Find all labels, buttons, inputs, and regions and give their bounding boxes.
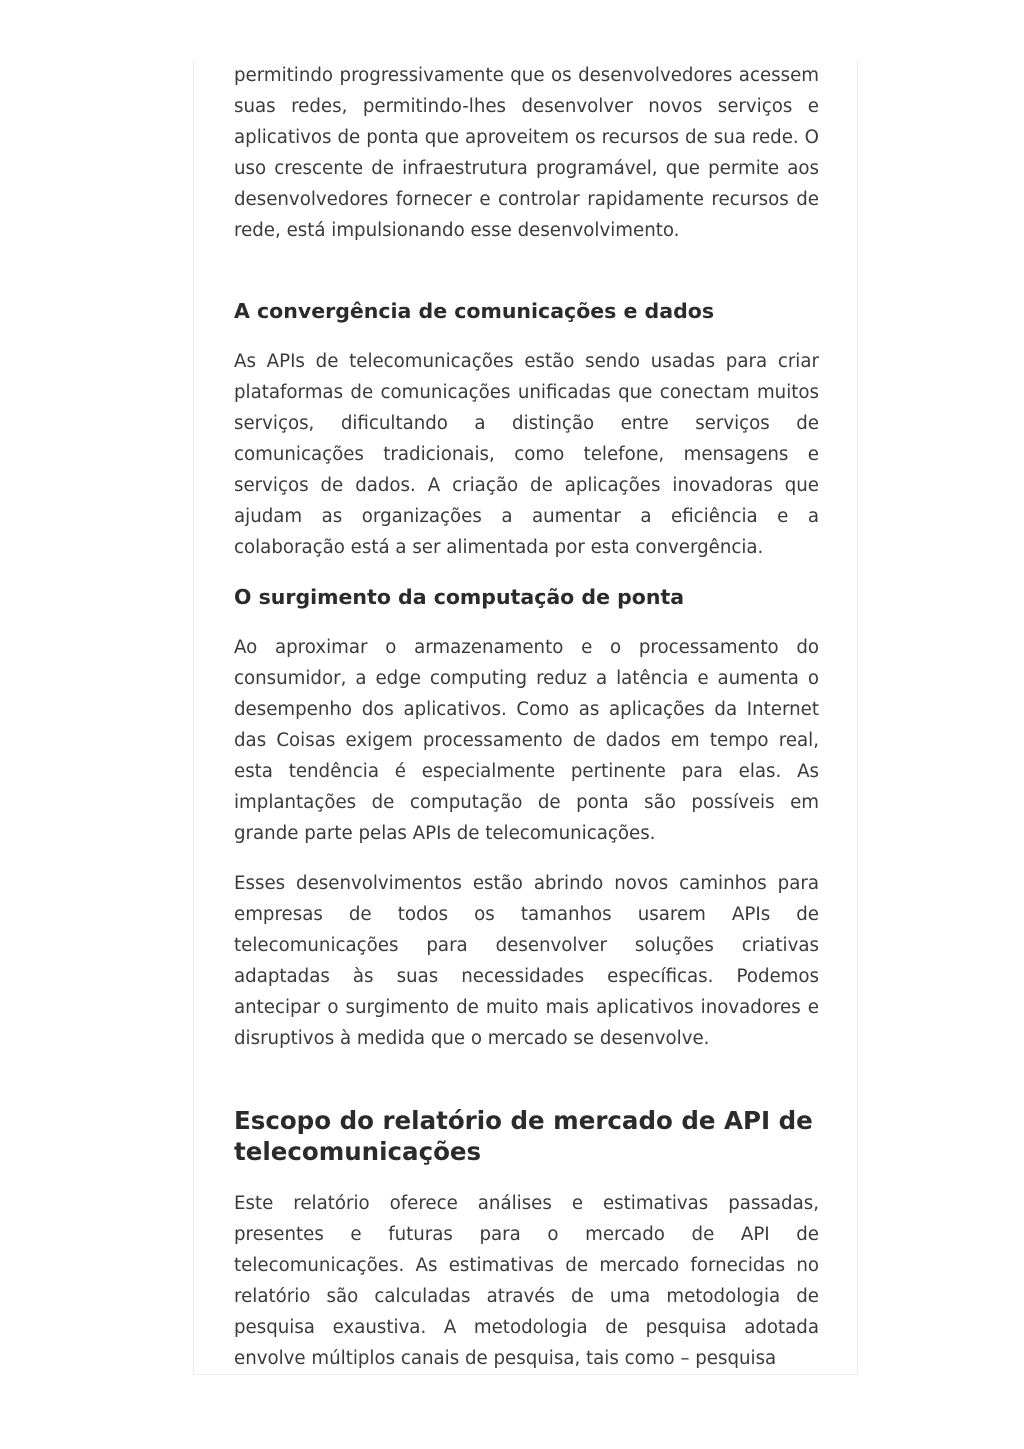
document-page [193,60,858,1375]
paragraph-edge-computing: Ao aproximar o armazenamento e o processamento do consumidor, a edge computing reduz a latência e aumenta o desempenho dos aplicativos. Como as aplicações da Internet das Coisas exigem processamento de dados em tempo real, esta tendência é especialmente pertinente para elas. As implantações de computação de ponta são possíveis em grande parte pelas APIs de telecomunicações. [234,637,819,844]
heading-report-scope: Escopo do relatório de mercado de API de telecomunicações [234,1106,813,1166]
paragraph-intro: permitindo progressivamente que os desenvolvedores acessem suas redes, permitindo-lhes desenvolver novos serviços e aplicativos de ponta que aproveitem os recursos de sua rede. O uso crescente de infraestrutura programável, que permite aos desenvolvedores fornecer e controlar rapidamente recursos de rede, está impulsionando esse desenvolvimento. [234,65,819,241]
heading-convergence: A convergência de comunicações e dados [234,299,715,323]
paragraph-report-scope: Este relatório oferece análises e estimativas passadas, presentes e futuras para o mercado de API de telecomunicações. As estimativas de mercado fornecidas no relatório são calculadas através de uma metodologia de pesquisa exaustiva. A metodologia de pesquisa adotada envolve múltiplos canais de pesquisa, tais como – pesquisa [234,1193,819,1369]
paragraph-developments: Esses desenvolvimentos estão abrindo novos caminhos para empresas de todos os tamanhos usarem APIs de telecomunicações para desenvolver soluções criativas adaptadas às suas necessidades específicas. Podemos antecipar o surgimento de muito mais aplicativos inovadores e disruptivos à medida que o mercado se desenvolve. [234,873,819,1049]
heading-edge-computing: O surgimento da computação de ponta [234,585,685,609]
paragraph-convergence: As APIs de telecomunicações estão sendo usadas para criar plataformas de comunicações unificadas que conectam muitos serviços, dificultando a distinção entre serviços de comunicações tradicionais, como telefone, mensagens e serviços de dados. A criação de aplicações inovadoras que ajudam as organizações a aumentar a eficiência e a colaboração está a ser alimentada por esta convergência. [234,351,819,558]
